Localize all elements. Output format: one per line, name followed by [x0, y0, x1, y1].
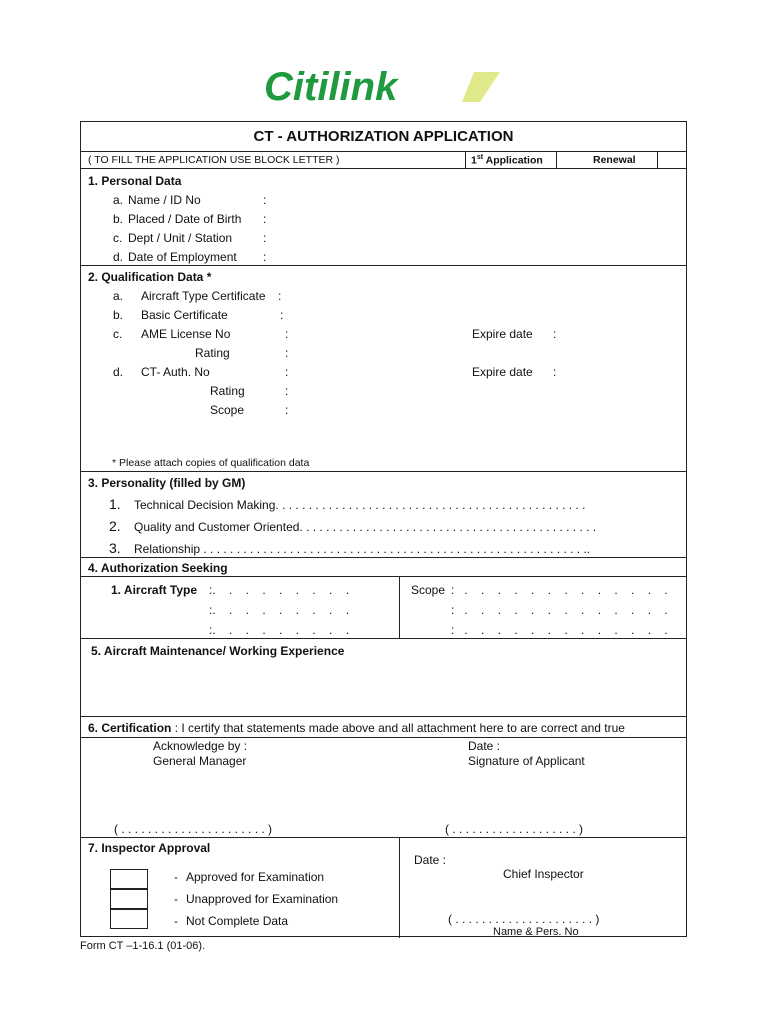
- aircraft-type-cert-field[interactable]: :: [278, 289, 282, 303]
- section-inspector-heading: 7. Inspector Approval: [88, 841, 211, 855]
- unapproved-checkbox[interactable]: [110, 889, 148, 909]
- birth-label: Placed / Date of Birth: [128, 212, 242, 226]
- chief-inspector-label: Chief Inspector: [503, 867, 584, 881]
- section-experience-heading: 5. Aircraft Maintenance/ Working Experience: [91, 644, 345, 658]
- not-complete-checkbox[interactable]: [110, 909, 148, 929]
- name-pers-no-label: Name & Pers. No: [493, 926, 579, 938]
- name-id-label: Name / ID No: [128, 193, 201, 207]
- renewal-checkbox-label[interactable]: Renewal: [593, 154, 636, 166]
- technical-decision-line[interactable]: Technical Decision Making. . . . . . . . . . . . . . . . . . . . . . . . . . . . . . . . . . . . . . . . . . . . . . .: [134, 498, 586, 512]
- basic-cert-label: Basic Certificate: [141, 308, 228, 322]
- unapproved-label: Unapproved for Examination: [186, 892, 339, 906]
- scope-line[interactable]: : . . . . . . . . . . . . .: [451, 583, 668, 597]
- section-personal-data-heading: 1. Personal Data: [88, 174, 182, 188]
- experience-field[interactable]: [82, 662, 686, 714]
- ame-expire-field[interactable]: :: [553, 327, 557, 341]
- scope-label: Scope: [411, 583, 446, 597]
- first-application-checkbox-label[interactable]: 1st Application: [471, 154, 543, 167]
- employment-label: Date of Employment: [128, 250, 237, 264]
- section-personality-heading: 3. Personality (filled by GM): [88, 476, 246, 490]
- ct-auth-field[interactable]: :: [285, 365, 289, 379]
- block-letter-instruction: ( TO FILL THE APPLICATION USE BLOCK LETTER ): [88, 154, 340, 166]
- inspector-signature-line[interactable]: ( . . . . . . . . . . . . . . . . . . . . . ): [448, 912, 600, 926]
- ame-rating-field[interactable]: :: [285, 346, 289, 360]
- divider: [81, 151, 686, 152]
- employment-field[interactable]: :: [263, 250, 267, 264]
- logo-accent-shape: [462, 72, 500, 102]
- ct-rating-field[interactable]: :: [285, 384, 289, 398]
- ct-rating-label: Rating: [210, 384, 245, 398]
- citilink-logo: [262, 64, 502, 108]
- ct-auth-label: CT- Auth. No: [141, 365, 210, 379]
- attach-copies-note: * Please attach copies of qualification data: [112, 457, 310, 469]
- aircraft-type-line[interactable]: :. . . . . . . . .: [209, 583, 350, 597]
- scope-line[interactable]: : . . . . . . . . . . . . .: [451, 603, 668, 617]
- applicant-signature-label: Signature of Applicant: [468, 754, 585, 768]
- aircraft-type-label: 1. Aircraft Type: [111, 583, 198, 597]
- not-complete-label: Not Complete Data: [186, 914, 289, 928]
- inspector-date-label: Date :: [414, 853, 447, 867]
- quality-customer-line[interactable]: Quality and Customer Oriented. . . . . . . . . . . . . . . . . . . . . . . . . . . . . . . . . . . . . . . . . . . . .: [134, 520, 597, 534]
- scope-line[interactable]: : . . . . . . . . . . . . .: [451, 623, 668, 637]
- ct-scope-label: Scope: [210, 403, 245, 417]
- basic-cert-field[interactable]: :: [280, 308, 284, 322]
- general-manager-label: General Manager: [153, 754, 247, 768]
- ame-license-field[interactable]: :: [285, 327, 289, 341]
- divider: [81, 168, 686, 169]
- aircraft-type-line[interactable]: :. . . . . . . . .: [209, 623, 350, 637]
- relationship-line[interactable]: Relationship . . . . . . . . . . . . . . . . . . . . . . . . . . . . . . . . . . . . . . . . . . . . . . . . . . . . . . . . . ..: [134, 542, 591, 556]
- ame-expire-label: Expire date: [472, 327, 533, 341]
- gm-signature-line[interactable]: ( . . . . . . . . . . . . . . . . . . . . . . ): [114, 822, 273, 836]
- dept-label: Dept / Unit / Station: [128, 231, 233, 245]
- ct-expire-label: Expire date: [472, 365, 533, 379]
- section-certification-heading: 6. Certification : I certify that statements made above and all attachment here to are correct and true: [88, 721, 625, 735]
- form-code: Form CT –1-16.1 (01-06).: [80, 940, 206, 952]
- aircraft-type-line[interactable]: :. . . . . . . . .: [209, 603, 350, 617]
- section-authorization-heading: 4. Authorization Seeking: [88, 561, 228, 575]
- acknowledge-label: Acknowledge by :: [153, 739, 248, 753]
- name-id-field[interactable]: :: [263, 193, 267, 207]
- form-title: CT - AUTHORIZATION APPLICATION: [253, 128, 514, 145]
- ame-license-label: AME License No: [141, 327, 231, 341]
- approved-checkbox[interactable]: [110, 869, 148, 889]
- section-qualification-heading: 2. Qualification Data *: [88, 270, 212, 284]
- ct-expire-field[interactable]: :: [553, 365, 557, 379]
- authorization-form: CT - AUTHORIZATION APPLICATION ( TO FILL THE APPLICATION USE BLOCK LETTER ) 1st Application Renewal 1. Personal Data a. Name / ID No : b. Placed / Date of Birth : c. Dept / Unit / Station : d. Date of Employment : 2. Qualification Data * a. Aircraft Type Certificate : b. Basic Certificate : c. AME License No : Expire date : Rating : d. CT- Auth. No : Expire date : Rating : Scope : * Please attach copies of qualification data 3. Personality (filled by GM) 1. Technical Decision Making. . . . . . . . . . . . . . . . . . . . . . . . . . . . . . . . . . . . . . . . . . . . . . . 2. Quality and Customer Oriented. . . . . . . . . . . . . . . . . . . . . . . . . . . . . . . . . . . . . . . . . . . . . 3. Relationship . . . . . . . . . . . . . . . . . . . . . . . . . . . . . . . . . . . . . . . . . . . . . . . . . . . . . . . . . .. 4. Authorization Seeking 1. Aircraft Type :. . . . . . . . . :. . . . . . . . . :. . . . . . . . . Scope : . . . . . . . . . . . . . : . . . . . . . . . . . . . : . . . . . . . . . . . . . 5. Aircraft Maintenance/ Working Experience 6. Certification : I certify that statements made above and all attachment here to are correct and true Acknowledge by : General Manager Date : Signature of Applicant ( . . . . . . . . . . . . . . . . . . . . . . ) ( . . . . . . . . . . . . . . . . . . . ) 7. Inspector Approval - Approved for Examination - Unapproved for Examination - Not Complete Data Date : Chief Inspector ( . . . . . . . . . . . . . . . . . . . . . ) Name & Pers. No: [80, 121, 687, 937]
- birth-field[interactable]: :: [263, 212, 267, 226]
- ame-rating-label: Rating: [195, 346, 230, 360]
- approved-label: Approved for Examination: [186, 870, 325, 884]
- applicant-signature-line[interactable]: ( . . . . . . . . . . . . . . . . . . . ): [445, 822, 584, 836]
- logo-text: Citilink: [264, 65, 398, 108]
- date-label: Date :: [468, 739, 501, 753]
- dept-field[interactable]: :: [263, 231, 267, 245]
- aircraft-type-cert-label: Aircraft Type Certificate: [141, 289, 266, 303]
- ct-scope-field[interactable]: :: [285, 403, 289, 417]
